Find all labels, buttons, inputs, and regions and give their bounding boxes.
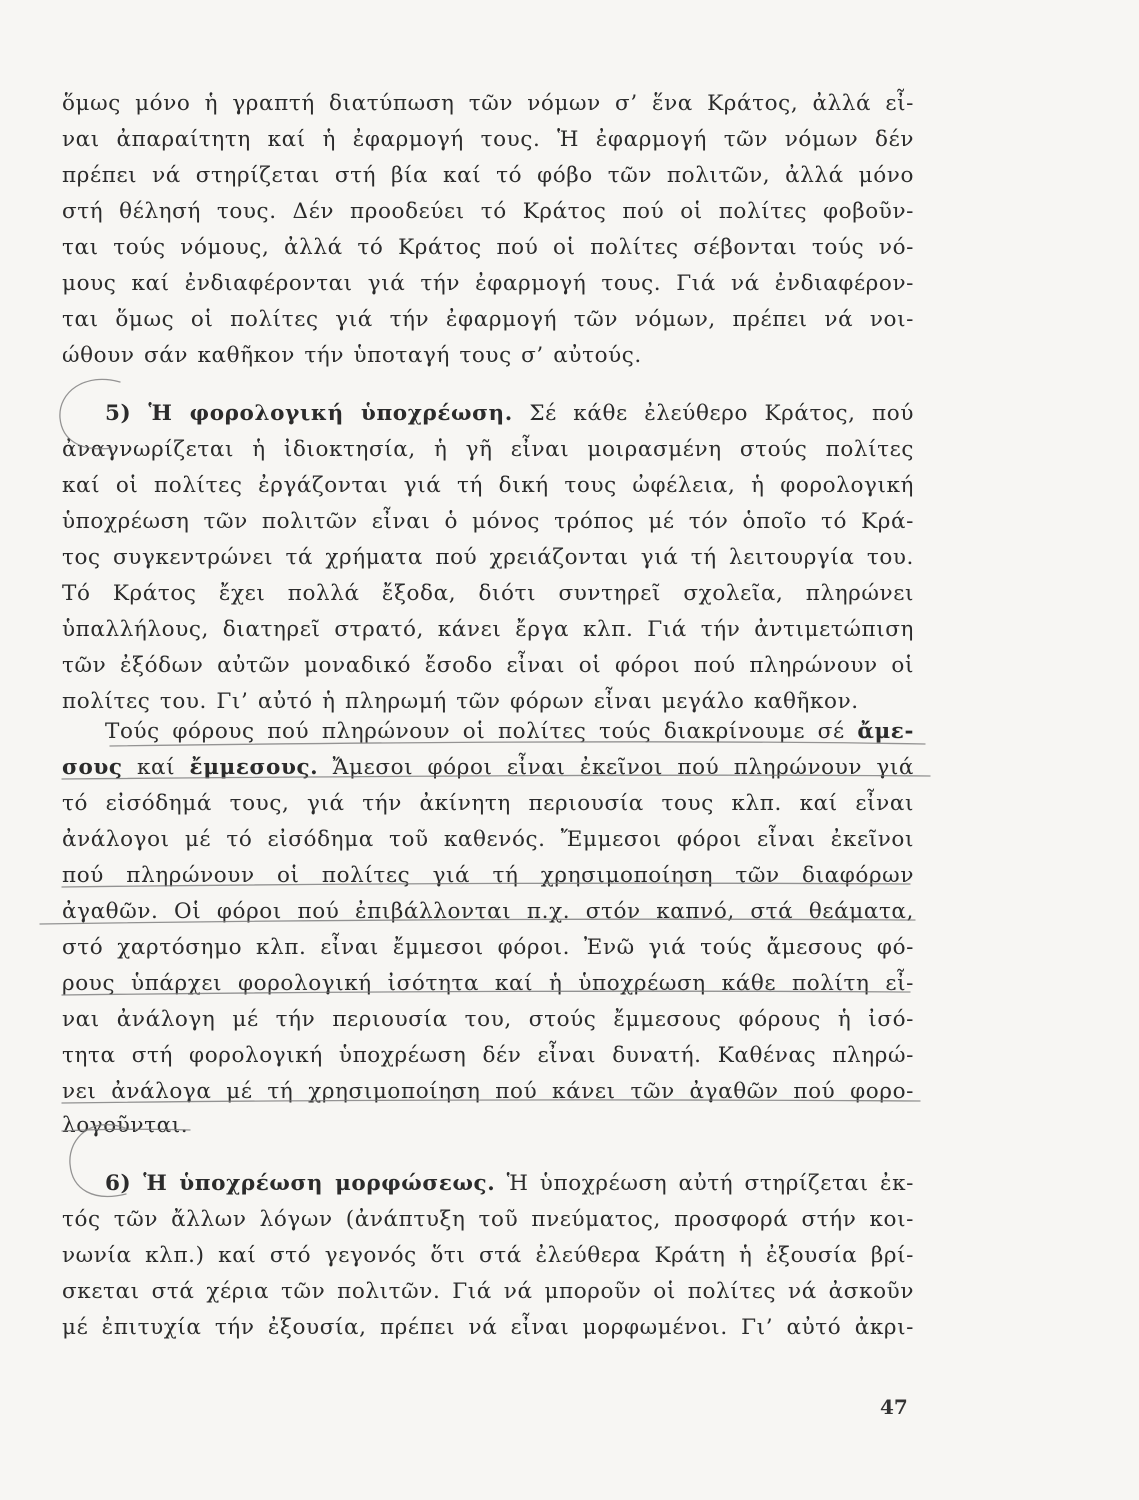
section-5-heading: 5) Ἡ φορολογική ὑποχρέωση. [105, 401, 513, 426]
text-line: τος συγκεντρώνει τά χρήματα πού χρειάζονται γιά τή λειτουργία του. [62, 545, 914, 570]
text-line: πού πληρώνουν οἱ πολίτες γιά τή χρησιμοποίηση τῶν διαφόρων [62, 863, 914, 888]
text-line: μους καί ἐνδιαφέρονται γιά τήν ἐφαρμογή τους. Γιά νά ἐνδιαφέρον- [62, 271, 914, 296]
text-line: ὅμως μόνο ἡ γραπτή διατύπωση τῶν νόμων σ’ ἕνα Κράτος, ἀλλά εἶ- [62, 91, 914, 116]
text-line: ἀνάλογοι μέ τό εἰσόδημα τοῦ καθενός. Ἔμμεσοι φόροι εἶναι ἐκεῖνοι [62, 827, 914, 852]
para2-text: Ἄμεσοι φόροι εἶναι ἐκεῖνοι πού πληρώνουν γιά [332, 755, 915, 780]
term-direct-end: σους [62, 755, 123, 780]
text-line: ἀναγνωρίζεται ἡ ἰδιοκτησία, ἡ γῆ εἶναι μοιρασμένη στούς πολίτες [62, 437, 914, 462]
text-line: ώθουν σάν καθῆκον τήν ὑποταγή τους σ’ αὐτούς. [62, 343, 642, 368]
para2-text: Τούς φόρους πού πληρώνουν οἱ πολίτες τούς διακρίνουμε σέ [105, 719, 845, 744]
text-line: ὑπαλλήλους, διατηρεῖ στρατό, κάνει ἔργα κλπ. Γιά τήν ἀντιμετώπιση [62, 617, 914, 642]
text-line: ναι ἀπαραίτητη καί ἡ ἐφαρμογή τους. Ἡ ἐφαρμογή τῶν νόμων δέν [62, 127, 914, 152]
text-line: τός τῶν ἄλλων λόγων (ἀνάπτυξη τοῦ πνεύματος, προσφορά στήν κοι- [62, 1207, 914, 1232]
text-line: ἀγαθῶν. Οἱ φόροι πού ἐπιβάλλονται π.χ. στόν καπνό, στά θεάματα, [62, 899, 914, 924]
section-5-para2-first-line [105, 714, 914, 750]
section-6-first-line [105, 1166, 914, 1202]
text-line: ὑποχρέωση τῶν πολιτῶν εἶναι ὁ μόνος τρόπος μέ τόν ὁποῖο τό Κρά- [62, 509, 914, 534]
section-6-first-line-text: Ἡ ὑποχρέωση αὐτή στηρίζεται ἐκ- [506, 1171, 914, 1196]
text-line: στή θέλησή τους. Δέν προοδεύει τό Κράτος πού οἱ πολίτες φοβοῦν- [62, 199, 914, 224]
section-6-heading: 6) Ἡ ὑποχρέωση μορφώσεως. [105, 1171, 496, 1196]
text-line: Τό Κράτος ἔχει πολλά ἔξοδα, διότι συντηρεῖ σχολεῖα, πληρώνει [62, 581, 914, 606]
page-number: 47 [880, 1395, 908, 1419]
text-line: ναι ἀνάλογη μέ τήν περιουσία του, στούς ἔμμεσους φόρους ἡ ἰσό- [62, 1007, 914, 1032]
text-line: τητα στή φορολογική ὑποχρέωση δέν εἶναι δυνατή. Καθένας πληρώ- [62, 1043, 914, 1068]
text-line: νει ἀνάλογα μέ τή χρησιμοποίηση πού κάνει τῶν ἀγαθῶν πού φορο- [62, 1079, 914, 1104]
text-line: πρέπει νά στηρίζεται στή βία καί τό φόβο τῶν πολιτῶν, ἀλλά μόνο [62, 163, 914, 188]
text-line: τῶν ἐξόδων αὐτῶν μοναδικό ἔσοδο εἶναι οἱ φόροι πού πληρώνουν οἱ [62, 653, 914, 678]
text-line: καί οἱ πολίτες ἐργάζονται γιά τή δική τους ὠφέλεια, ἡ φορολογική [62, 473, 914, 498]
text-line: ρους ὑπάρχει φορολογική ἰσότητα καί ἡ ὑποχρέωση κάθε πολίτη εἶ- [62, 971, 914, 996]
section-5-first-line [105, 396, 914, 432]
text-line: στό χαρτόσημο κλπ. εἶναι ἔμμεσοι φόροι. Ἐνῶ γιά τούς ἄμεσους φό- [62, 935, 914, 960]
text-line: τό εἰσόδημά τους, γιά τήν ἀκίνητη περιουσία τους κλπ. καί εἶναι [62, 791, 914, 816]
text-line: σκεται στά χέρια τῶν πολιτῶν. Γιά νά μποροῦν οἱ πολίτες νά ἀσκοῦν [62, 1279, 914, 1304]
text-line: ται τούς νόμους, ἀλλά τό Κράτος πού οἱ πολίτες σέβονται τούς νό- [62, 235, 914, 260]
section-5-first-line-text: Σέ κάθε ἐλεύθερο Κράτος, πού [529, 401, 914, 426]
para2-text: καί [136, 755, 176, 780]
section-5-para2-second-line [62, 750, 914, 786]
text-line: ται ὅμως οἱ πολίτες γιά τήν ἐφαρμογή τῶν νόμων, πρέπει νά νοι- [62, 307, 914, 332]
text-line: πολίτες του. Γι’ αὐτό ἡ πληρωμή τῶν φόρων εἶναι μεγάλο καθῆκον. [62, 689, 859, 714]
text-line: νωνία κλπ.) καί στό γεγονός ὅτι στά ἐλεύθερα Κράτη ἡ ἐξουσία βρί- [62, 1243, 914, 1268]
term-indirect: ἔμμεσους. [189, 755, 319, 780]
term-direct: ἄμε- [857, 719, 914, 744]
text-line: λογοῦνται. [62, 1113, 189, 1138]
text-line: μέ ἐπιτυχία τήν ἐξουσία, πρέπει νά εἶναι μορφωμένοι. Γι’ αὐτό ἀκρι- [62, 1315, 914, 1340]
